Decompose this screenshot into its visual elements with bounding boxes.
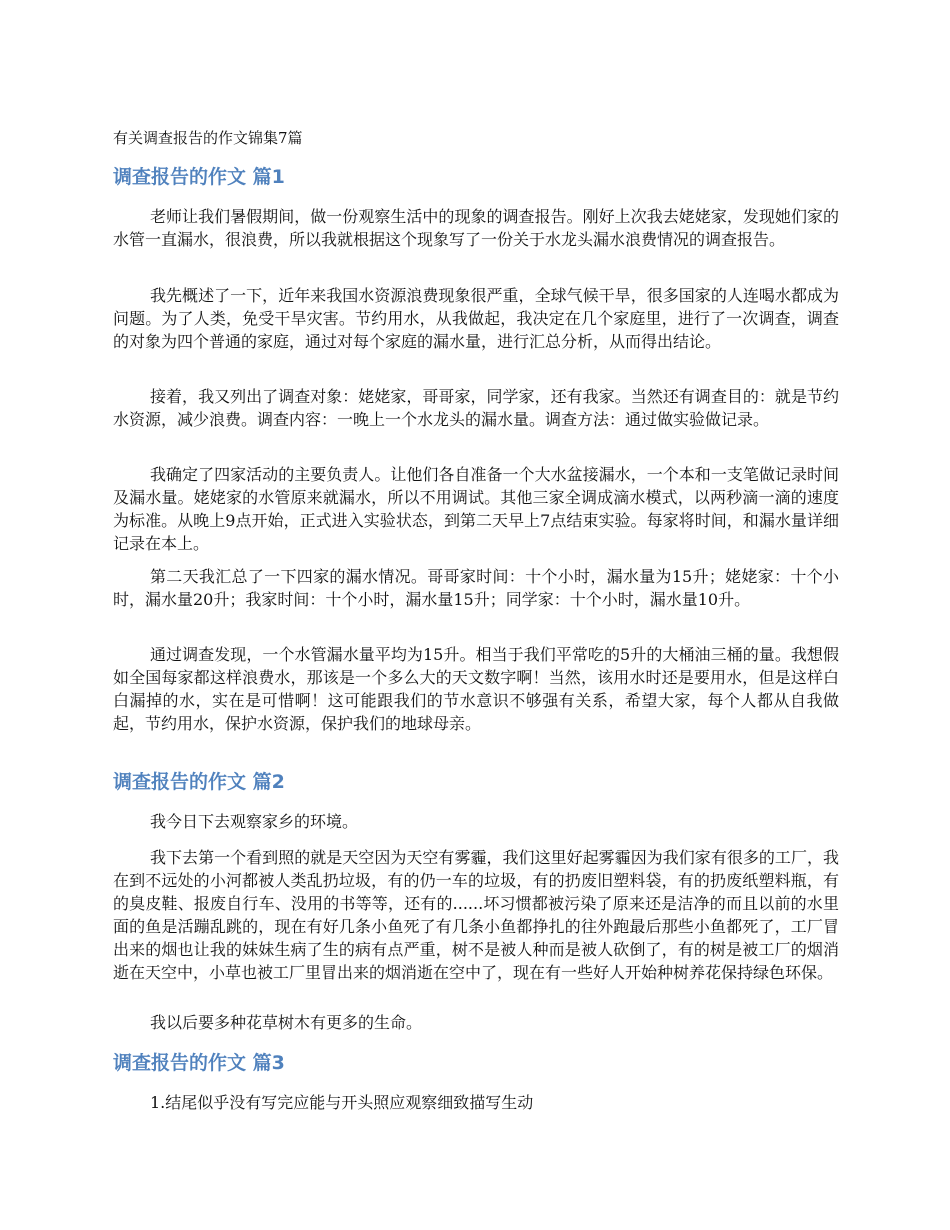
paragraph: 我以后要多种花草树木有更多的生命。 xyxy=(150,1013,423,1032)
paragraph: 我先概述了一下，近年来我国水资源浪费现象很严重，全球气候干旱，很多国家的人连喝水都成为问题。为了人类，免受干旱灾害。节约用水，从我做起，我决定在几个家庭里，进行了一次调查，调查的对象为四个普通的家庭，通过对每个家庭的漏水量，进行汇总分析，从而得出结论。 xyxy=(113,286,839,351)
paragraph: 我确定了四家活动的主要负责人。让他们各自准备一个大水盆接漏水，一个本和一支笔做记录时间及漏水量。姥姥家的水管原来就漏水，所以不用调试。其他三家全调成滴水模式，以两秒滴一滴的速度为标准。从晚上9点开始，正式进入实验状态，到第二天早上7点结束实验。每家将时间，和漏水量详细记录在本上。 xyxy=(113,465,839,553)
section-heading-2: 调查报告的作文 篇2 xyxy=(113,771,285,793)
paragraph: 通过调查发现，一个水管漏水量平均为15升。相当于我们平常吃的5升的大桶油三桶的量。我想假如全国每家都这样浪费水，那该是一个多么大的天文数字啊！当然，该用水时还是要用水，但是这样白白漏掉的水，实在是可惜啊！这可能跟我们的节水意识不够强有关系，希望大家，每个人都从自我做起，节约用水，保护水资源，保护我们的地球母亲。 xyxy=(113,645,839,733)
paragraph: 第二天我汇总了一下四家的漏水情况。哥哥家时间：十个小时，漏水量为15升；姥姥家：十个小时，漏水量20升；我家时间：十个小时，漏水量15升；同学家：十个小时，漏水量10升。 xyxy=(113,567,839,609)
paragraph: 我今日下去观察家乡的环境。 xyxy=(150,812,359,831)
document-title: 有关调查报告的作文锦集7篇 xyxy=(113,129,303,147)
list-item: 1.结尾似乎没有写完应能与开头照应观察细致描写生动 xyxy=(150,1093,534,1112)
section-heading-1: 调查报告的作文 篇1 xyxy=(113,166,285,188)
section-heading-3: 调查报告的作文 篇3 xyxy=(113,1052,285,1074)
paragraph: 我下去第一个看到照的就是天空因为天空有雾霾，我们这里好起雾霾因为我们家有很多的工厂，我在到不远处的小河都被人类乱扔垃圾，有的仍一车的垃圾，有的扔废旧塑料袋，有的扔废纸塑料瓶，有的臭皮鞋、报废自行车、没用的书等等，还有的......坏习惯都被污染了原来还是洁净的而且以前的水里面的鱼是活蹦乱跳的，现在有好几条小鱼死了有几条小鱼都挣扎的往外跑最后那些小鱼都死了，工厂冒出来的烟也让我的妹妹生病了生的病有点严重，树不是被人种而是被人砍倒了，有的树是被工厂的烟消逝在天空中，小草也被工厂里冒出来的烟消逝在空中了，现在有一些好人开始种树养花保持绿色环保。 xyxy=(113,848,839,982)
paragraph: 老师让我们暑假期间，做一份观察生活中的现象的调查报告。刚好上次我去姥姥家，发现她们家的水管一直漏水，很浪费，所以我就根据这个现象写了一份关于水龙头漏水浪费情况的调查报告。 xyxy=(113,207,839,249)
paragraph: 接着，我又列出了调查对象：姥姥家，哥哥家，同学家，还有我家。当然还有调查目的：就是节约水资源，减少浪费。调查内容：一晚上一个水龙头的漏水量。调查方法：通过做实验做记录。 xyxy=(113,387,839,429)
